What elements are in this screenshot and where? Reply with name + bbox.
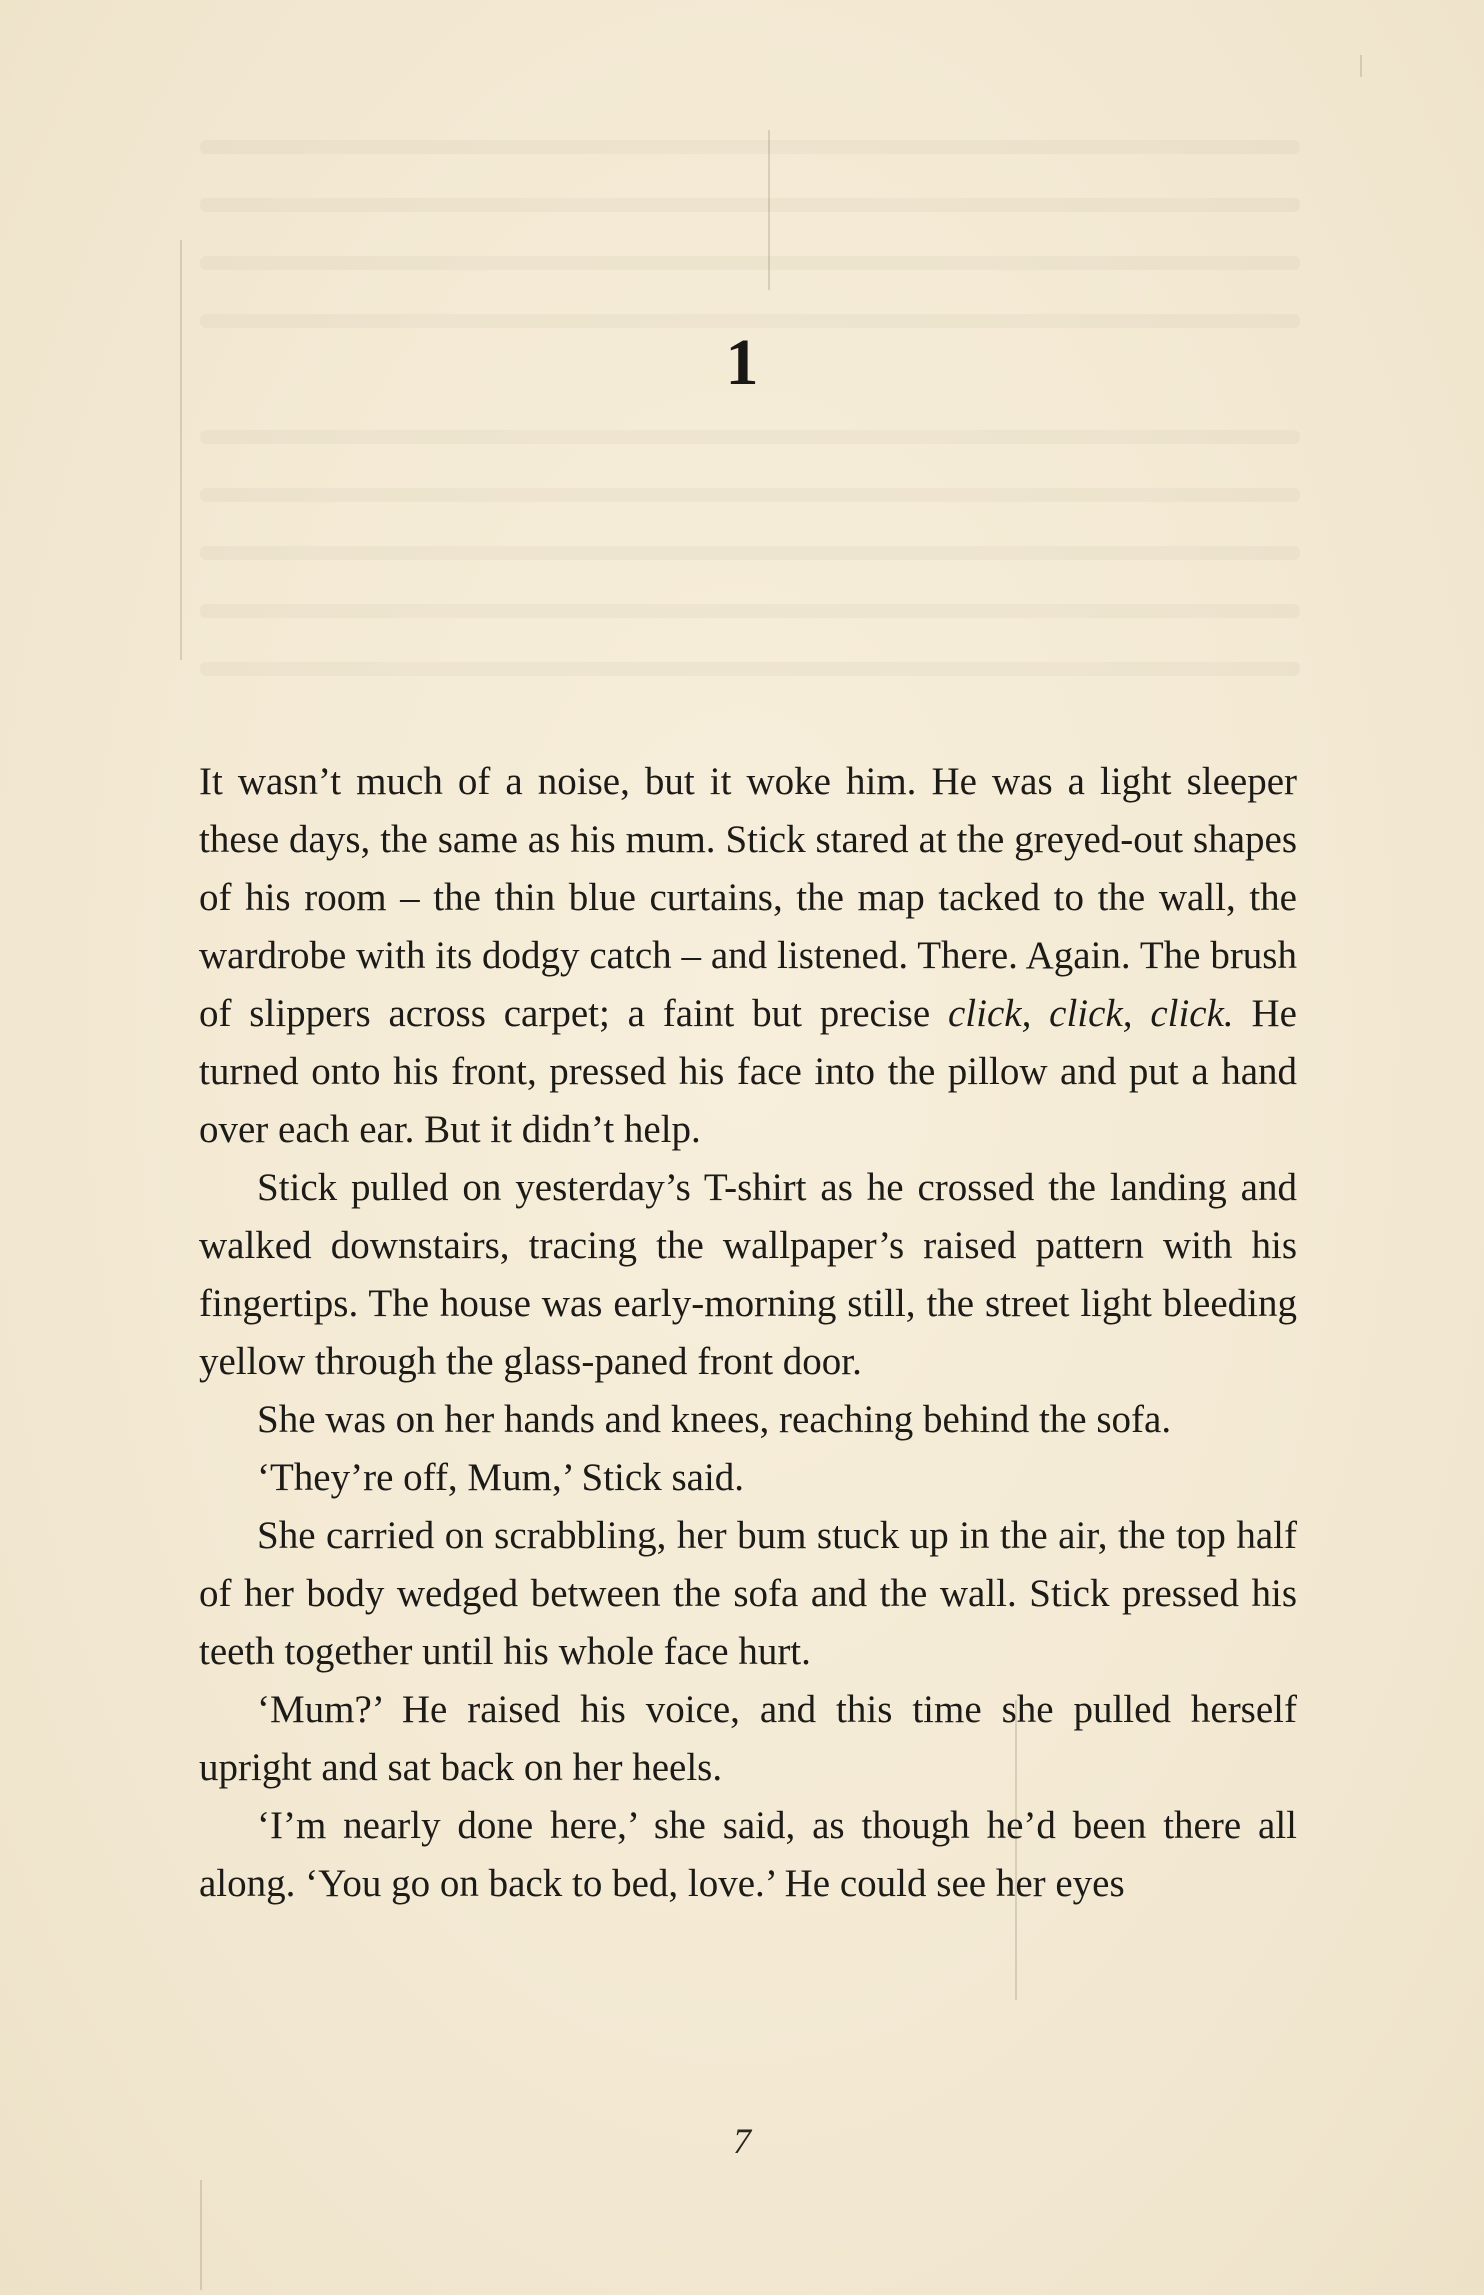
show-through-line [200,488,1300,502]
page-number: 7 [733,2121,751,2161]
show-through-line [200,662,1300,676]
page-crease [1360,55,1362,77]
body-text [199,753,1297,1913]
page-crease [768,130,770,290]
show-through-line [200,546,1300,560]
text-segment: She carried on scrabbling, her bum stuck up in the air, the top half of her body wedged between the sofa and the wall. Stick pressed his teeth together until his whole face hurt. [199,1514,1297,1673]
page-crease [200,2180,202,2290]
paragraph [199,1681,1297,1797]
chapter-number: 1 [725,326,759,399]
text-segment: It wasn’t much of a noise, but it woke him. He was a light sleeper these days, the same as his mum. Stick stared at the greyed-out shapes of his room – the thin blue curtains, the map tacked to the wall, the wardrobe with its dodgy catch – and listened. There. Again. The brush of slippers across carpet; a faint but precise [199,760,1297,1035]
text-segment: ‘I’m nearly done here,’ she said, as though he’d been there all along. ‘You go on back to bed, love.’ He could see her eyes [199,1804,1297,1905]
paragraph [199,1449,1297,1507]
text-segment: Stick pulled on yesterday’s T-shirt as he crossed the landing and walked downstairs, tracing the wallpaper’s raised pattern with his fingertips. The house was early-morning still, the street light bleeding yellow through the glass-paned front door. [199,1166,1297,1383]
text-segment: He turned onto his front, pressed his face into the pillow and put a hand over each ear. But it didn’t help. [199,992,1297,1151]
text-segment: ‘They’re off, Mum,’ Stick said. [257,1456,745,1499]
text-segment-italic: click, click, click. [947,992,1234,1035]
show-through-line [200,198,1300,212]
paragraph [199,1507,1297,1681]
paragraph [199,753,1297,1159]
text-segment: She was on her hands and knees, reaching behind the sofa. [257,1398,1172,1441]
text-segment: ‘Mum?’ He raised his voice, and this time she pulled herself upright and sat back on her heels. [199,1688,1297,1789]
show-through-line [200,604,1300,618]
paragraph [199,1159,1297,1391]
paragraph [199,1391,1297,1449]
page-crease [180,240,182,660]
show-through-line [200,430,1300,444]
show-through-line [200,140,1300,154]
paragraph [199,1797,1297,1913]
show-through-line [200,256,1300,270]
